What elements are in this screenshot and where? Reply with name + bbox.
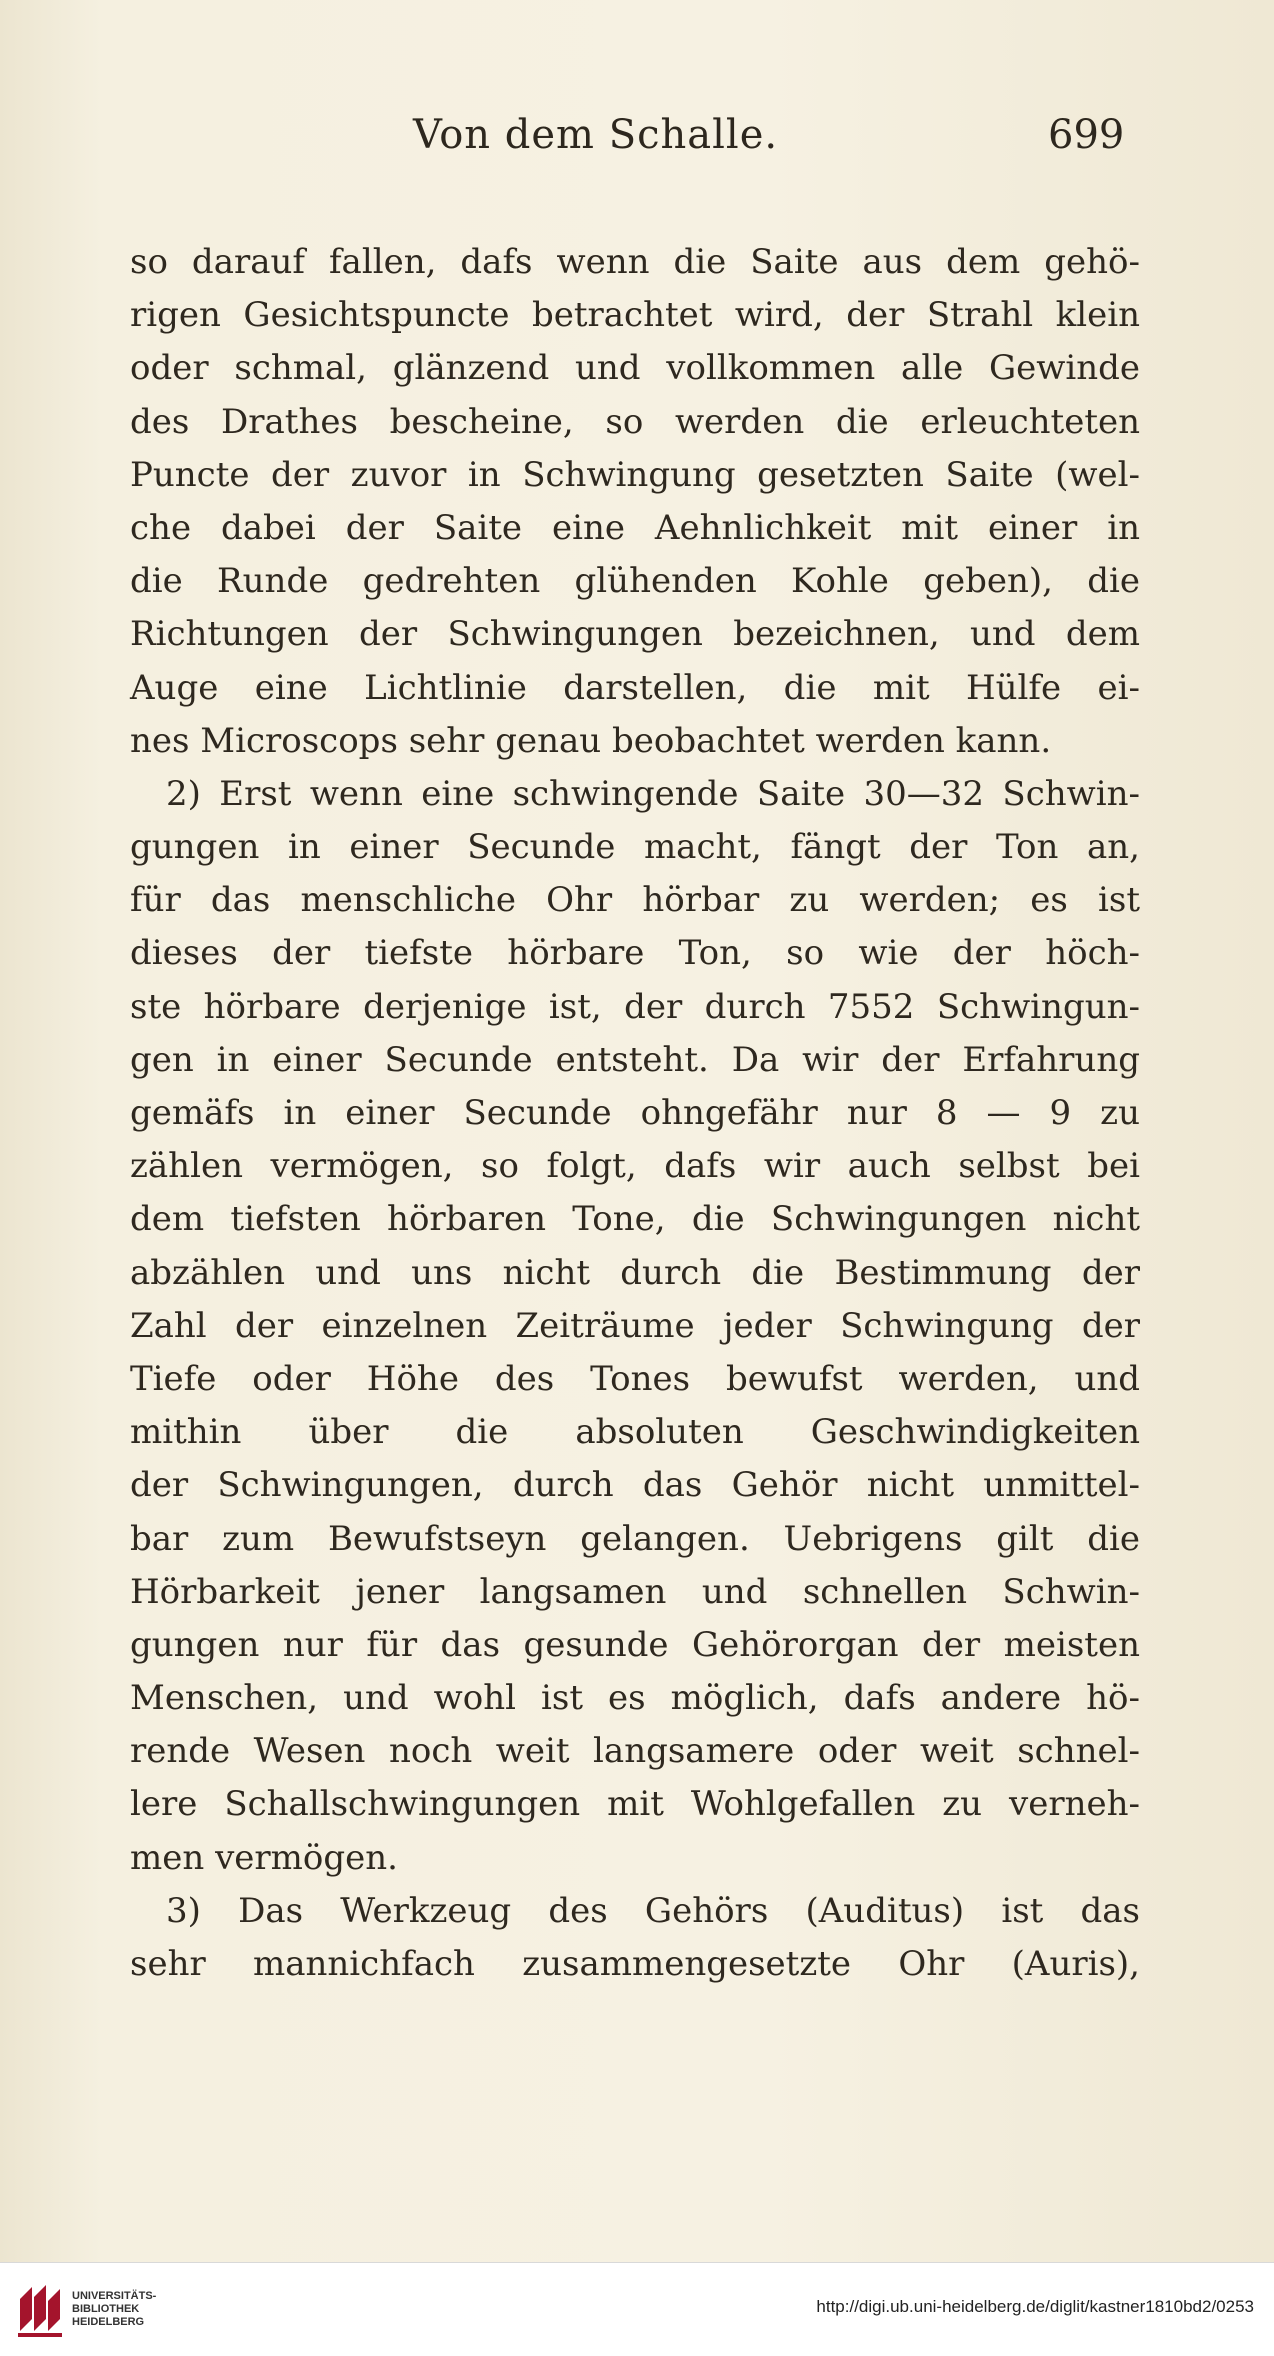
university-library-logo-icon [16, 2281, 64, 2339]
text-line: die Runde gedrehten glühenden Kohle geben), die [130, 561, 1140, 602]
text-line: rigen Gesichtspuncte betrachtet wird, der Strahl klein [130, 295, 1140, 336]
text-line: rende Wesen noch weit langsamere oder weit schnel- [130, 1731, 1140, 1772]
text-line: Auge eine Lichtlinie darstellen, die mit Hülfe ei- [130, 667, 1140, 708]
text-line: Puncte der zuvor in Schwingung gesetzten Saite (wel- [130, 454, 1140, 495]
text-line: 2) Erst wenn eine schwingende Saite 30—32 Schwin- [166, 773, 1140, 814]
body-text [130, 236, 1140, 1991]
source-url-link[interactable]: http://digi.ub.uni-heidelberg.de/diglit/kastner1810bd2/0253 [816, 2297, 1254, 2316]
text-line: Menschen, und wohl ist es möglich, dafs andere hö- [130, 1678, 1140, 1719]
text-line: gemäfs in einer Secunde ohngefähr nur 8 — 9 zu [130, 1093, 1140, 1133]
page-header [0, 112, 1274, 172]
text-line: Zahl der einzelnen Zeiträume jeder Schwingung der [130, 1305, 1140, 1346]
text-line: gungen nur für das gesunde Gehörorgan der meisten [130, 1624, 1140, 1665]
text-line: gen in einer Secunde entsteht. Da wir der Erfahrung [130, 1039, 1140, 1080]
text-line: abzählen und uns nicht durch die Bestimmung der [130, 1252, 1140, 1293]
text-line: für das menschliche Ohr hörbar zu werden; es ist [130, 880, 1140, 921]
text-line: lere Schallschwingungen mit Wohlgefallen zu verneh- [130, 1784, 1140, 1825]
text-line: zählen vermögen, so folgt, dafs wir auch selbst bei [130, 1146, 1140, 1187]
text-line: so darauf fallen, dafs wenn die Saite aus dem gehö- [130, 242, 1140, 282]
text-line: mithin über die absoluten Geschwindigkeiten [130, 1412, 1140, 1453]
text-line: sehr mannichfach zusammengesetzte Ohr (Auris), [130, 1944, 1140, 1984]
text-line: der Schwingungen, durch das Gehör nicht unmittel- [130, 1465, 1140, 1506]
text-line: gungen in einer Secunde macht, fängt der Ton an, [130, 827, 1140, 868]
text-line: dieses der tiefste hörbare Ton, so wie der höch- [130, 933, 1140, 974]
library-name: UNIVERSITÄTS- BIBLIOTHEK HEIDELBERG [72, 2290, 157, 2328]
page-number: 699 [1048, 112, 1125, 158]
text-line: che dabei der Saite eine Aehnlichkeit mit einer in [130, 507, 1140, 548]
text-line: Richtungen der Schwingungen bezeichnen, und dem [130, 614, 1140, 655]
text-line: nes Microscops sehr genau beobachtet werden kann. [130, 720, 1052, 761]
text-line: Tiefe oder Höhe des Tones bewufst werden, und [130, 1358, 1140, 1399]
text-line: 3) Das Werkzeug des Gehörs (Auditus) ist das [166, 1890, 1140, 1931]
text-line: oder schmal, glänzend und vollkommen alle Gewinde [130, 348, 1140, 389]
footer-bar [0, 2262, 1274, 2356]
text-line: Hörbarkeit jener langsamen und schnellen Schwin- [130, 1571, 1140, 1612]
running-title: Von dem Schalle. [413, 112, 779, 158]
text-line: men vermögen. [130, 1837, 398, 1878]
text-line: des Drathes bescheine, so werden die erleuchteten [130, 401, 1140, 442]
text-line: dem tiefsten hörbaren Tone, die Schwingungen nicht [130, 1199, 1140, 1240]
text-line: bar zum Bewufstseyn gelangen. Uebrigens gilt die [130, 1518, 1140, 1559]
text-line: ste hörbare derjenige ist, der durch 7552 Schwingun- [130, 986, 1140, 1027]
